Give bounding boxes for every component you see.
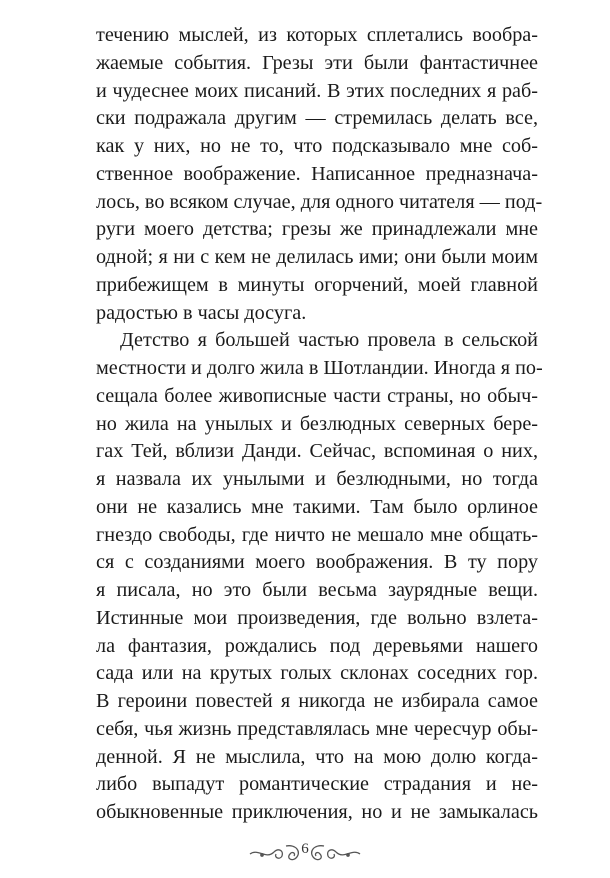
text-line: денной. Я не мыслила, что на мою долю когда- <box>96 745 538 768</box>
text-line: обыкновенные приключения, но и не замыкалась <box>96 801 538 823</box>
text-line: В героини повестей я никогда не избирала самое <box>96 690 538 712</box>
text-line: как у них, но не то, что подсказывало мне соб- <box>96 135 538 157</box>
text-line: местности и долго жила в Шотландии. Иногда я по- <box>96 357 543 379</box>
text-line: Детство я большей частью провела в сельской <box>120 329 538 352</box>
text-line: лось, во всяком случае, для одного читателя — под- <box>96 190 543 213</box>
text-line: течению мыслей, из которых сплетались вообра- <box>96 24 538 46</box>
text-line: сещала более живописные части страны, но обыч- <box>96 384 538 407</box>
text-line: ски подражала другим — стремилась делать все, <box>96 107 538 130</box>
text-line: радостью в часы досуга. <box>96 301 307 324</box>
text-line: руги моего детства; грезы же принадлежали мне <box>96 218 538 241</box>
text-line: я назвала их унылыми и безлюдными, но тогда <box>96 468 538 490</box>
text-line: я писала, но это были весьма заурядные вещи. <box>96 579 538 601</box>
text-line: либо выпадут романтические страдания и не- <box>96 773 538 796</box>
text-line: одной; я ни с кем не делилась ими; они были моим <box>96 246 538 268</box>
text-line: ла фантазия, рождались под деревьями нашего <box>96 634 538 657</box>
text-line: Истинные мои произведения, где вольно взлета- <box>96 606 538 629</box>
text-line: ся с созданиями моего воображения. В ту пору <box>96 551 538 574</box>
text-line: гах Тей, вблизи Данди. Сейчас, вспоминая о них, <box>96 440 538 463</box>
page-number: 6 <box>301 841 309 857</box>
text-line: они не казались мне такими. Там было орлиное <box>96 495 538 518</box>
text-line: жаемые события. Грезы эти были фантастичнее <box>96 51 538 74</box>
text-line: прибежищем в минуты огорчений, моей главной <box>96 273 538 296</box>
page-footer <box>0 838 610 868</box>
text-line: себя, чья жизнь представлялась мне чересчур обы- <box>96 717 538 740</box>
text-line: и чудеснее моих писаний. В этих последних я раб- <box>96 79 538 102</box>
text-line: ственное воображение. Написанное предназнача- <box>96 162 538 185</box>
text-line: гнездо свободы, где ничто не мешало мне общать- <box>96 523 538 546</box>
text-line: но жила на унылых и безлюдных северных бере- <box>96 412 538 435</box>
body-text <box>96 22 543 827</box>
text-line: сада или на крутых голых склонах соседних гор. <box>96 662 538 685</box>
